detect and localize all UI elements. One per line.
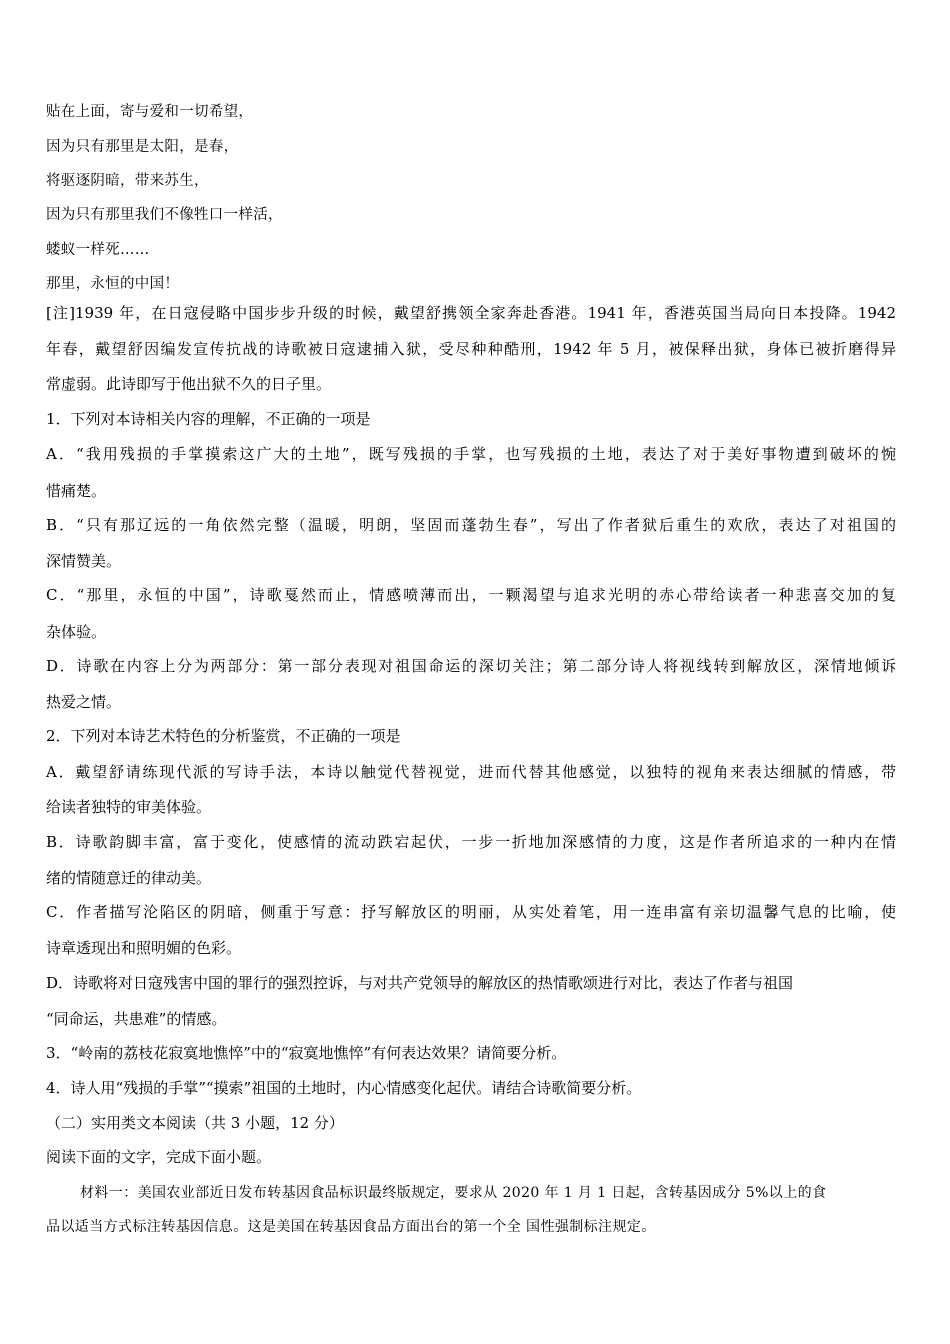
q1-option-b-cont: 深情赞美。 [46,552,122,570]
poem-line: 因为只有那里是太阳，是春， [46,139,239,155]
q2-option-c-cont: 诗章透现出和照明媚的色彩。 [46,939,242,957]
q2-option-d: D．诗歌将对日寇残害中国的罪行的强烈控诉，与对共产党领导的解放区的热情歌颂进行对比，表达了作者与祖国 [46,974,794,992]
question-2-stem: 2．下列对本诗艺术特色的分析鉴赏，不正确的一项是 [46,727,401,745]
q2-option-c: C．作者描写沦陷区的阴暗，侧重于写意：抒写解放区的明丽，从实处着笔，用一连串富有亲切温馨气息的比喻，使 [46,903,896,921]
note-line: 常虚弱。此诗即写于他出狱不久的日子里。 [46,375,332,393]
q2-option-a: A．戴望舒请练现代派的写诗手法，本诗以触觉代替视觉，进而代替其他感觉，以独特的视角来表达细腻的情感，带 [46,763,896,781]
poem-line: 那里，永恒的中国！ [46,276,180,292]
question-4: 4．诗人用“残损的手掌”“摸索”祖国的土地时，内心情感变化起伏。请结合诗歌简要分析。 [46,1079,642,1097]
poem-line: 贴在上面，寄与爱和一切希望， [46,104,254,120]
q1-option-a-cont: 惜痛楚。 [46,482,107,500]
note-line: [注]1939 年，在日寇侵略中国步步升级的时候，戴望舒携领全家奔赴香港。1941 年，香港英国当局向日本投降。1942 [46,304,896,322]
poem-line: 因为只有那里我们不像牲口一样活， [46,207,283,223]
material-1-line: 材料一：美国农业部近日发布转基因食品标识最终版规定，要求从 2020 年 1 月 1 日起，含转基因成分 5%以上的食 [80,1185,827,1201]
question-3: 3．“岭南的荔枝花寂寞地憔悴”中的“寂寞地憔悴”有何表达效果？请简要分析。 [46,1044,567,1062]
q1-option-c: C．“那里，永恒的中国”，诗歌戛然而止，情感喷薄而出，一颗渴望与追求光明的赤心带给读者一种悲喜交加的复 [46,586,896,604]
poem-line: 蝼蚁一样死…… [46,242,150,258]
q2-option-b: B．诗歌韵脚丰富，富于变化，使感情的流动跌宕起伏，一步一折地加深感情的力度，这是作者所追求的一种内在情 [46,833,896,851]
q1-option-c-cont: 杂体验。 [46,623,107,641]
q2-option-d-cont: “同命运，共患难”的情感。 [46,1010,227,1028]
section-heading: （二）实用类文本阅读（共 3 小题，12 分） [46,1114,344,1132]
q2-option-a-cont: 给读者独特的审美体验。 [46,798,212,816]
poem-line: 将驱逐阴暗，带来苏生， [46,173,209,189]
note-line: 年春，戴望舒因编发宣传抗战的诗歌被日寇逮捕入狱，受尽种种酷刑，1942 年 5 月，被保释出狱，身体已被折磨得异 [46,340,896,358]
material-1-line: 品以适当方式标注转基因信息。这是美国在转基因食品方面出台的第一个全 国性强制标注规定。 [46,1219,656,1235]
section-instruction: 阅读下面的文字，完成下面小题。 [46,1148,272,1166]
q1-option-a: A．“我用残损的手掌摸索这广大的土地”，既写残损的手掌，也写残损的土地，表达了对于美好事物遭到破坏的惋 [46,445,896,463]
question-1-stem: 1．下列对本诗相关内容的理解，不正确的一项是 [46,410,371,428]
q1-option-b: B．“只有那辽远的一角依然完整（温暖，明朗，坚固而蓬勃生春”，写出了作者狱后重生的欢欣，表达了对祖国的 [46,516,896,534]
q1-option-d: D．诗歌在内容上分为两部分：第一部分表现对祖国命运的深切关注；第二部分诗人将视线转到解放区，深情地倾诉 [46,657,896,675]
q2-option-b-cont: 绪的情随意迁的律动美。 [46,869,212,887]
q1-option-d-cont: 热爱之情。 [46,693,122,711]
